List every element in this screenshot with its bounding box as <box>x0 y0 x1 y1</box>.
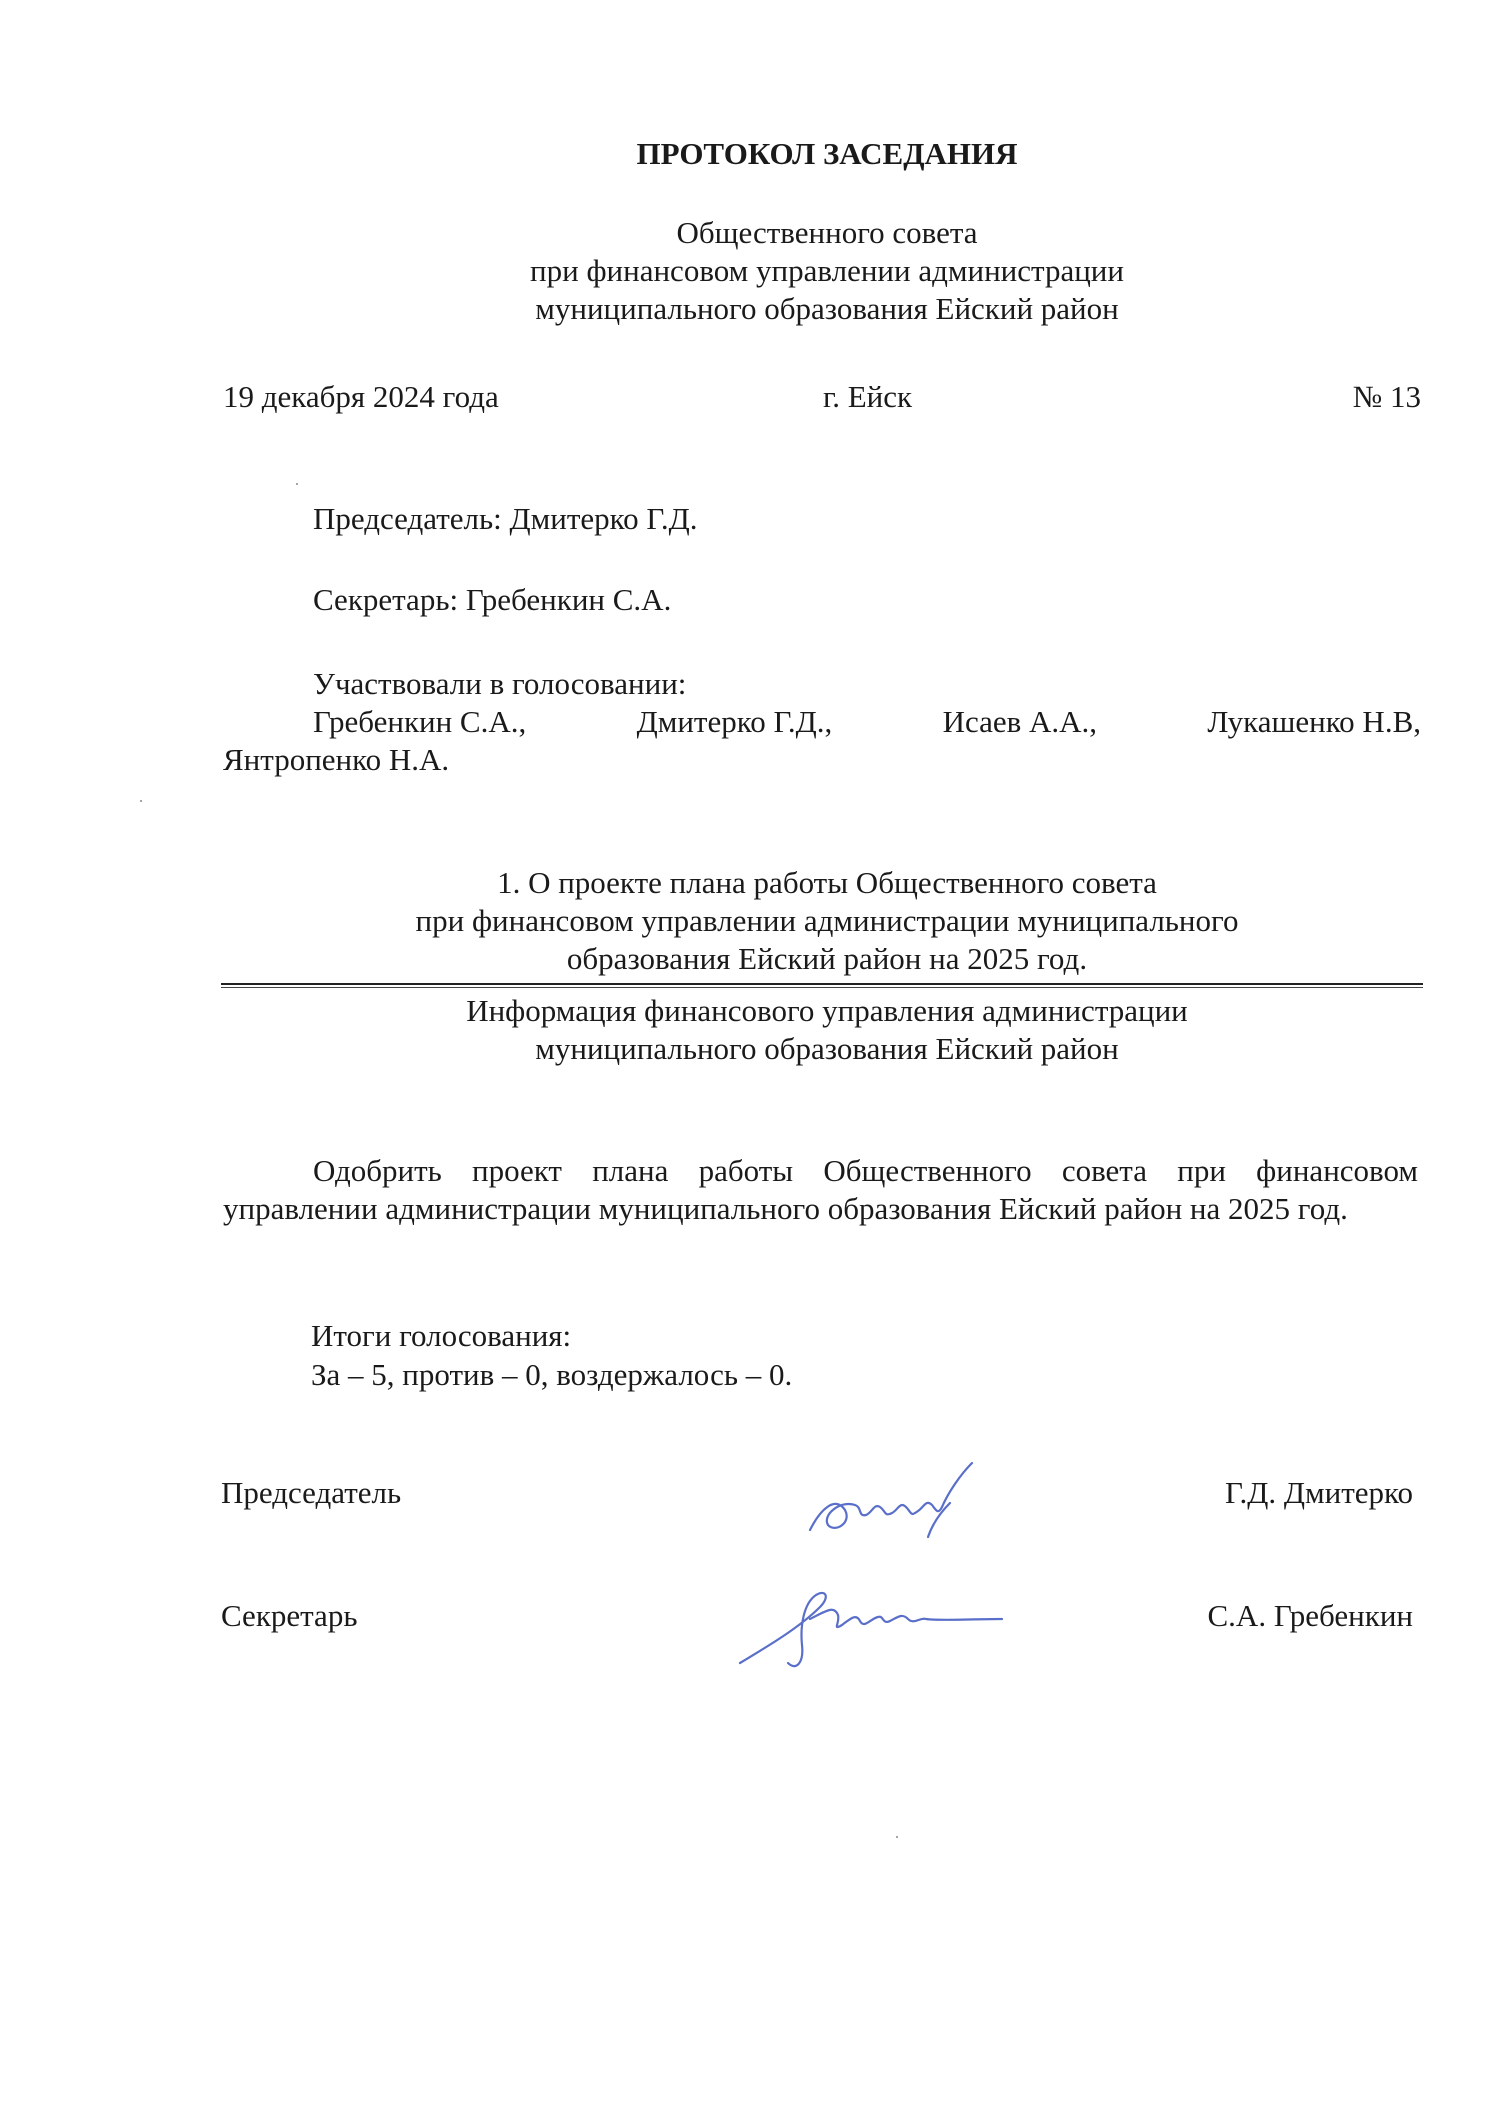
subtitle-line: муниципального образования Ейский район <box>535 291 1119 326</box>
document-title: ПРОТОКОЛ ЗАСЕДАНИЯ <box>636 136 1018 171</box>
secretary-line: Секретарь: Гребенкин С.А. <box>313 582 672 617</box>
agenda-line: образования Ейский район на 2025 год. <box>566 941 1088 976</box>
scan-speck <box>296 483 298 485</box>
chairman-line: Председатель: Дмитерко Г.Д. <box>313 501 698 536</box>
info-line: муниципального образования Ейский район <box>535 1031 1119 1066</box>
secretary-role: Секретарь <box>221 1598 358 1633</box>
chairman-role: Председатель <box>221 1475 402 1510</box>
protocol-number: № 13 <box>1352 379 1421 414</box>
agenda-line: 1. О проекте плана работы Общественного совета <box>497 865 1157 900</box>
voter-name: Лукашенко Н.В, <box>1207 704 1421 739</box>
info-source <box>0 992 1489 1068</box>
chairman-name: Г.Д. Дмитерко <box>1225 1475 1413 1510</box>
meeting-city: г. Ейск <box>823 379 913 414</box>
voter-name: Исаев А.А., <box>942 704 1098 739</box>
info-line: Информация финансового управления администрации <box>466 993 1188 1028</box>
voter-name: Гребенкин С.А., <box>313 704 527 739</box>
voting-results-label: Итоги голосования: <box>311 1318 572 1353</box>
scan-speck <box>896 1836 898 1838</box>
secretary-signature <box>730 1575 1010 1675</box>
meeting-date: 19 декабря 2024 года <box>223 379 499 414</box>
divider <box>221 983 1423 985</box>
decision-text: Одобрить проект плана работы Общественного совета при финансовом управлении администрации муниципального образования Ейский район на 2025 год. <box>223 1153 1418 1226</box>
agenda-line: при финансовом управлении администрации муниципального <box>415 903 1239 938</box>
subtitle-line: при финансовом управлении администрации <box>530 253 1124 288</box>
voter-name: Янтропенко Н.А. <box>223 742 450 777</box>
voter-name: Дмитерко Г.Д., <box>636 704 833 739</box>
chairman-signature <box>800 1455 1000 1545</box>
document-subtitle <box>0 214 1489 328</box>
divider <box>221 987 1423 988</box>
agenda-item <box>0 864 1489 978</box>
voters-list <box>313 703 1421 741</box>
voting-results: За – 5, против – 0, воздержалось – 0. <box>311 1357 793 1392</box>
secretary-name: С.А. Гребенкин <box>1207 1598 1413 1633</box>
subtitle-line: Общественного совета <box>676 215 978 250</box>
voters-label: Участвовали в голосовании: <box>313 666 687 701</box>
scan-speck <box>140 800 142 802</box>
